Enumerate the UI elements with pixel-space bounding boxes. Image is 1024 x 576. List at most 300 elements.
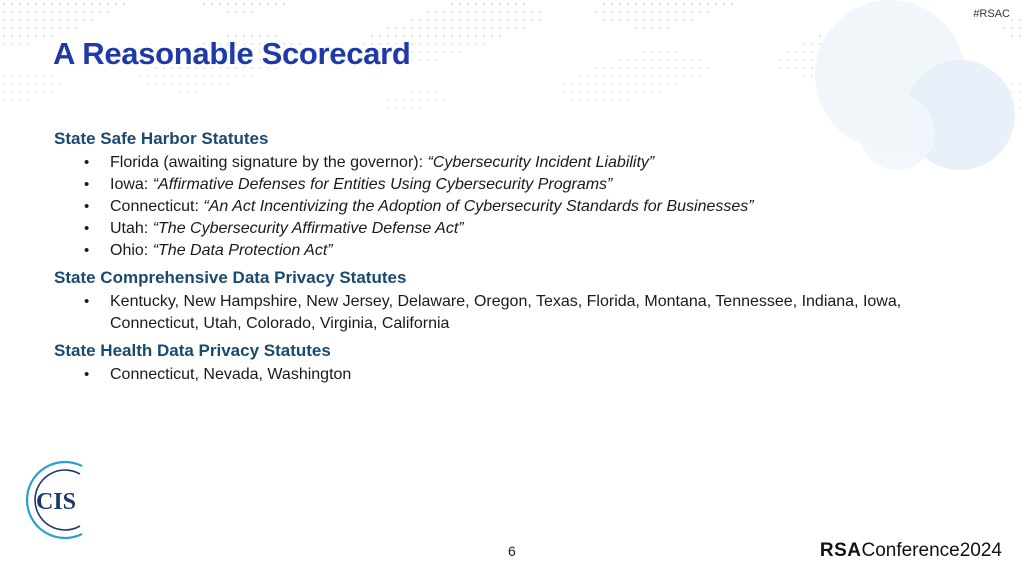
- decorative-dot: [1011, 35, 1013, 37]
- section-health-privacy: [54, 340, 984, 386]
- list-item: [54, 291, 984, 335]
- bullet-icon: •: [84, 366, 90, 383]
- decorative-dot: [43, 75, 45, 77]
- decorative-dot: [3, 43, 5, 45]
- decorative-dot: [515, 27, 517, 29]
- decorative-dot: [523, 19, 525, 21]
- decorative-dot: [787, 51, 789, 53]
- decorative-dot: [483, 11, 485, 13]
- decorative-dot: [11, 43, 13, 45]
- decorative-dot: [11, 75, 13, 77]
- item-state: Utah:: [110, 220, 153, 237]
- decorative-dot: [803, 43, 805, 45]
- decorative-dot: [563, 83, 565, 85]
- decorative-dot: [179, 83, 181, 85]
- decorative-dot: [635, 67, 637, 69]
- decorative-dot: [67, 19, 69, 21]
- decorative-dot: [659, 27, 661, 29]
- decorative-dot: [427, 27, 429, 29]
- decorative-dot: [427, 99, 429, 101]
- decorative-dot: [811, 51, 813, 53]
- decorative-dot: [467, 11, 469, 13]
- decorative-dot: [427, 11, 429, 13]
- decorative-dot: [787, 67, 789, 69]
- decorative-dot: [75, 27, 77, 29]
- decorative-dot: [587, 83, 589, 85]
- decorative-dot: [699, 67, 701, 69]
- decorative-dot: [3, 3, 5, 5]
- decorative-dot: [227, 11, 229, 13]
- decorative-dot: [171, 83, 173, 85]
- page-number: 6: [508, 543, 516, 559]
- decorative-dot: [187, 91, 189, 93]
- decorative-dot: [451, 43, 453, 45]
- decorative-dot: [411, 35, 413, 37]
- decorative-dot: [155, 83, 157, 85]
- decorative-dot: [195, 75, 197, 77]
- decorative-dot: [411, 59, 413, 61]
- decorative-dot: [411, 99, 413, 101]
- decorative-dot: [43, 83, 45, 85]
- decorative-dot: [619, 3, 621, 5]
- decorative-dot: [691, 19, 693, 21]
- decorative-dot: [203, 3, 205, 5]
- decorative-dot: [539, 11, 541, 13]
- decorative-dot: [235, 75, 237, 77]
- decorative-dot: [283, 3, 285, 5]
- decorative-dot: [683, 59, 685, 61]
- decorative-dot: [507, 11, 509, 13]
- decorative-dot: [451, 3, 453, 5]
- decorative-dot: [451, 27, 453, 29]
- decorative-dot: [43, 19, 45, 21]
- decorative-dot: [35, 35, 37, 37]
- decorative-dot: [675, 75, 677, 77]
- decorative-dot: [587, 91, 589, 93]
- decorative-dot: [499, 27, 501, 29]
- decorative-dot: [3, 99, 5, 101]
- decorative-dot: [203, 75, 205, 77]
- decorative-dot: [107, 11, 109, 13]
- decorative-dot: [683, 3, 685, 5]
- decorative-dot: [35, 83, 37, 85]
- decorative-dot: [163, 83, 165, 85]
- decorative-dot: [459, 35, 461, 37]
- decorative-dot: [611, 99, 613, 101]
- decorative-dot: [1003, 27, 1005, 29]
- decorative-dot: [43, 91, 45, 93]
- decorative-dot: [27, 75, 29, 77]
- decorative-dot: [251, 3, 253, 5]
- decorative-dot: [443, 43, 445, 45]
- decorative-dot: [659, 51, 661, 53]
- decorative-dot: [731, 3, 733, 5]
- decorative-dot: [219, 3, 221, 5]
- decorative-dot: [491, 35, 493, 37]
- decorative-dot: [667, 11, 669, 13]
- decorative-dot: [235, 3, 237, 5]
- decorative-dot: [211, 3, 213, 5]
- decorative-dot: [75, 11, 77, 13]
- decorative-dot: [795, 59, 797, 61]
- decorative-dot: [595, 91, 597, 93]
- decorative-dot: [651, 3, 653, 5]
- decorative-dot: [627, 91, 629, 93]
- decorative-dot: [515, 3, 517, 5]
- decorative-dot: [435, 91, 437, 93]
- decorative-dot: [643, 67, 645, 69]
- decorative-dot: [635, 83, 637, 85]
- decorative-dot: [43, 3, 45, 5]
- decorative-dot: [427, 91, 429, 93]
- item-statute: “Cybersecurity Incident Liability”: [427, 154, 655, 171]
- decorative-dot: [699, 59, 701, 61]
- decorative-dot: [35, 75, 37, 77]
- decorative-dot: [611, 83, 613, 85]
- decorative-dot: [459, 43, 461, 45]
- decorative-dot: [3, 27, 5, 29]
- decorative-dot: [691, 11, 693, 13]
- decorative-dot: [219, 83, 221, 85]
- decorative-dot: [419, 107, 421, 109]
- decorative-dot: [51, 3, 53, 5]
- decorative-dot: [819, 35, 821, 37]
- decorative-dot: [435, 51, 437, 53]
- decorative-dot: [675, 11, 677, 13]
- decorative-dot: [675, 83, 677, 85]
- decorative-dot: [387, 99, 389, 101]
- bullet-icon: •: [84, 176, 90, 193]
- decorative-dot: [611, 75, 613, 77]
- decorative-dot: [1011, 91, 1013, 93]
- decorative-dot: [187, 75, 189, 77]
- decorative-dot: [99, 11, 101, 13]
- decorative-dot: [243, 75, 245, 77]
- decorative-dot: [635, 27, 637, 29]
- decorative-dot: [627, 59, 629, 61]
- decorative-dot: [443, 27, 445, 29]
- decorative-dot: [523, 11, 525, 13]
- decorative-dot: [19, 27, 21, 29]
- decorative-dot: [187, 83, 189, 85]
- decorative-dot: [403, 107, 405, 109]
- decorative-dot: [459, 3, 461, 5]
- decorative-dot: [411, 51, 413, 53]
- decorative-dot: [475, 3, 477, 5]
- decorative-dot: [419, 91, 421, 93]
- decorative-dot: [211, 75, 213, 77]
- decorative-dot: [67, 3, 69, 5]
- decorative-dot: [675, 19, 677, 21]
- decorative-dot: [475, 43, 477, 45]
- decorative-dot: [683, 67, 685, 69]
- decorative-dot: [667, 75, 669, 77]
- decorative-dot: [779, 67, 781, 69]
- decorative-dot: [1019, 107, 1021, 109]
- bullet-list: [54, 291, 984, 335]
- rsa-conference-logo: [820, 540, 1002, 562]
- decorative-dot: [419, 59, 421, 61]
- decorative-dot: [51, 75, 53, 77]
- decorative-dot: [667, 59, 669, 61]
- decorative-dot: [11, 83, 13, 85]
- decorative-dot: [643, 3, 645, 5]
- decorative-dot: [683, 75, 685, 77]
- decorative-dot: [75, 3, 77, 5]
- decorative-dot: [491, 11, 493, 13]
- decorative-dot: [803, 51, 805, 53]
- decorative-dot: [3, 11, 5, 13]
- decorative-dot: [691, 75, 693, 77]
- brand-conference: Conference: [861, 540, 960, 561]
- decorative-dot: [27, 91, 29, 93]
- decorative-dot: [675, 67, 677, 69]
- decorative-dot: [403, 99, 405, 101]
- rsac-hashtag: #RSAC: [973, 8, 1010, 20]
- logo-text: CIS: [36, 489, 77, 515]
- section-safe-harbor: [54, 128, 984, 262]
- decorative-dot: [595, 11, 597, 13]
- decorative-dot: [3, 91, 5, 93]
- decorative-dot: [443, 11, 445, 13]
- decorative-dot: [603, 91, 605, 93]
- decorative-dot: [51, 19, 53, 21]
- decorative-dot: [411, 107, 413, 109]
- decorative-dot: [475, 27, 477, 29]
- decorative-dot: [99, 3, 101, 5]
- decorative-dot: [675, 59, 677, 61]
- decorative-dot: [211, 83, 213, 85]
- decorative-dot: [499, 11, 501, 13]
- decorative-dot: [491, 19, 493, 21]
- decorative-dot: [627, 19, 629, 21]
- decorative-dot: [627, 75, 629, 77]
- decorative-dot: [595, 83, 597, 85]
- decorative-dot: [467, 43, 469, 45]
- decorative-dot: [91, 11, 93, 13]
- decorative-dot: [483, 27, 485, 29]
- decorative-dot: [699, 11, 701, 13]
- decorative-dot: [43, 35, 45, 37]
- decorative-dot: [579, 91, 581, 93]
- decorative-dot: [451, 11, 453, 13]
- decorative-dot: [691, 59, 693, 61]
- decorative-dot: [579, 99, 581, 101]
- decorative-dot: [491, 27, 493, 29]
- decorative-dot: [59, 19, 61, 21]
- decorative-dot: [619, 11, 621, 13]
- decorative-dot: [203, 83, 205, 85]
- slide-title: A Reasonable Scorecard: [53, 36, 411, 71]
- decorative-dot: [411, 19, 413, 21]
- decorative-dot: [171, 75, 173, 77]
- decorative-dot: [435, 27, 437, 29]
- decorative-dot: [595, 75, 597, 77]
- bullet-icon: •: [84, 242, 90, 259]
- decorative-dot: [91, 3, 93, 5]
- decorative-dot: [603, 99, 605, 101]
- decorative-dot: [1019, 35, 1021, 37]
- decorative-dot: [515, 11, 517, 13]
- decorative-dot: [11, 91, 13, 93]
- decorative-dot: [643, 83, 645, 85]
- decorative-dot: [507, 3, 509, 5]
- decorative-dot: [659, 91, 661, 93]
- decorative-dot: [619, 75, 621, 77]
- decorative-dot: [11, 19, 13, 21]
- decorative-dot: [467, 19, 469, 21]
- decorative-dot: [603, 75, 605, 77]
- decorative-dot: [1019, 99, 1021, 101]
- decorative-dot: [467, 3, 469, 5]
- decorative-dot: [715, 3, 717, 5]
- decorative-dot: [427, 59, 429, 61]
- decorative-dot: [419, 43, 421, 45]
- decorative-dot: [459, 51, 461, 53]
- decorative-dot: [595, 67, 597, 69]
- decorative-dot: [483, 35, 485, 37]
- decorative-dot: [619, 99, 621, 101]
- decorative-dot: [643, 91, 645, 93]
- decorative-dot: [195, 83, 197, 85]
- decorative-dot: [467, 27, 469, 29]
- decorative-dot: [267, 3, 269, 5]
- decorative-dot: [219, 75, 221, 77]
- decorative-dot: [571, 83, 573, 85]
- decorative-dot: [611, 11, 613, 13]
- decorative-dot: [707, 3, 709, 5]
- decorative-dot: [195, 91, 197, 93]
- decorative-dot: [35, 19, 37, 21]
- bullet-icon: •: [84, 154, 90, 171]
- decorative-dot: [667, 3, 669, 5]
- decorative-dot: [27, 43, 29, 45]
- decorative-dot: [611, 3, 613, 5]
- bullet-icon: •: [84, 220, 90, 237]
- decorative-dot: [395, 99, 397, 101]
- decorative-dot: [675, 3, 677, 5]
- decorative-dot: [43, 27, 45, 29]
- item-text: Connecticut, Nevada, Washington: [110, 366, 352, 383]
- decorative-dot: [59, 11, 61, 13]
- decorative-dot: [667, 83, 669, 85]
- decorative-dot: [35, 3, 37, 5]
- decorative-dot: [83, 11, 85, 13]
- decorative-dot: [1019, 27, 1021, 29]
- bullet-list: [54, 152, 984, 262]
- decorative-dot: [651, 19, 653, 21]
- decorative-dot: [787, 59, 789, 61]
- decorative-dot: [563, 91, 565, 93]
- decorative-dot: [155, 75, 157, 77]
- decorative-dot: [115, 3, 117, 5]
- decorative-dot: [3, 83, 5, 85]
- decorative-dot: [59, 3, 61, 5]
- list-item: [54, 174, 984, 196]
- decorative-dot: [651, 83, 653, 85]
- decorative-dot: [651, 75, 653, 77]
- decorative-dot: [531, 11, 533, 13]
- decorative-dot: [411, 27, 413, 29]
- decorative-dot: [811, 75, 813, 77]
- decorative-dot: [603, 11, 605, 13]
- decorative-dot: [611, 91, 613, 93]
- decorative-dot: [635, 75, 637, 77]
- decorative-dot: [643, 11, 645, 13]
- decorative-dot: [523, 27, 525, 29]
- decorative-dot: [459, 11, 461, 13]
- decorative-dot: [507, 27, 509, 29]
- decorative-dot: [475, 11, 477, 13]
- bullet-icon: •: [84, 293, 90, 310]
- decorative-dot: [643, 19, 645, 21]
- decorative-dot: [243, 11, 245, 13]
- decorative-dot: [43, 11, 45, 13]
- decorative-dot: [83, 19, 85, 21]
- decorative-dot: [683, 19, 685, 21]
- decorative-dot: [659, 59, 661, 61]
- decorative-dot: [51, 11, 53, 13]
- decorative-dot: [483, 43, 485, 45]
- decorative-dot: [459, 19, 461, 21]
- decorative-dot: [19, 43, 21, 45]
- decorative-dot: [83, 3, 85, 5]
- decorative-dot: [659, 11, 661, 13]
- decorative-dot: [691, 3, 693, 5]
- decorative-dot: [59, 83, 61, 85]
- decorative-dot: [595, 99, 597, 101]
- decorative-dot: [11, 11, 13, 13]
- decorative-dot: [419, 35, 421, 37]
- decorative-dot: [59, 27, 61, 29]
- decorative-dot: [19, 19, 21, 21]
- decorative-dot: [387, 107, 389, 109]
- decorative-dot: [419, 51, 421, 53]
- decorative-dot: [443, 35, 445, 37]
- decorative-dot: [619, 19, 621, 21]
- decorative-dot: [723, 3, 725, 5]
- decorative-dot: [603, 83, 605, 85]
- decorative-dot: [499, 35, 501, 37]
- decorative-dot: [11, 27, 13, 29]
- list-item: [54, 152, 984, 174]
- decorative-dot: [539, 19, 541, 21]
- decorative-dot: [803, 67, 805, 69]
- decorative-dot: [451, 51, 453, 53]
- decorative-dot: [27, 99, 29, 101]
- decorative-dot: [11, 3, 13, 5]
- decorative-dot: [91, 19, 93, 21]
- decorative-dot: [403, 27, 405, 29]
- decorative-dot: [443, 99, 445, 101]
- decorative-dot: [451, 35, 453, 37]
- decorative-dot: [27, 3, 29, 5]
- decorative-dot: [643, 59, 645, 61]
- decorative-dot: [523, 3, 525, 5]
- decorative-dot: [163, 75, 165, 77]
- decorative-dot: [691, 67, 693, 69]
- decorative-dot: [627, 11, 629, 13]
- decorative-dot: [67, 27, 69, 29]
- decorative-dot: [611, 67, 613, 69]
- decorative-dot: [259, 3, 261, 5]
- decorative-dot: [19, 91, 21, 93]
- decorative-dot: [603, 67, 605, 69]
- decorative-dot: [35, 91, 37, 93]
- item-state: Ohio:: [110, 242, 153, 259]
- decorative-dot: [179, 91, 181, 93]
- decorative-dot: [627, 99, 629, 101]
